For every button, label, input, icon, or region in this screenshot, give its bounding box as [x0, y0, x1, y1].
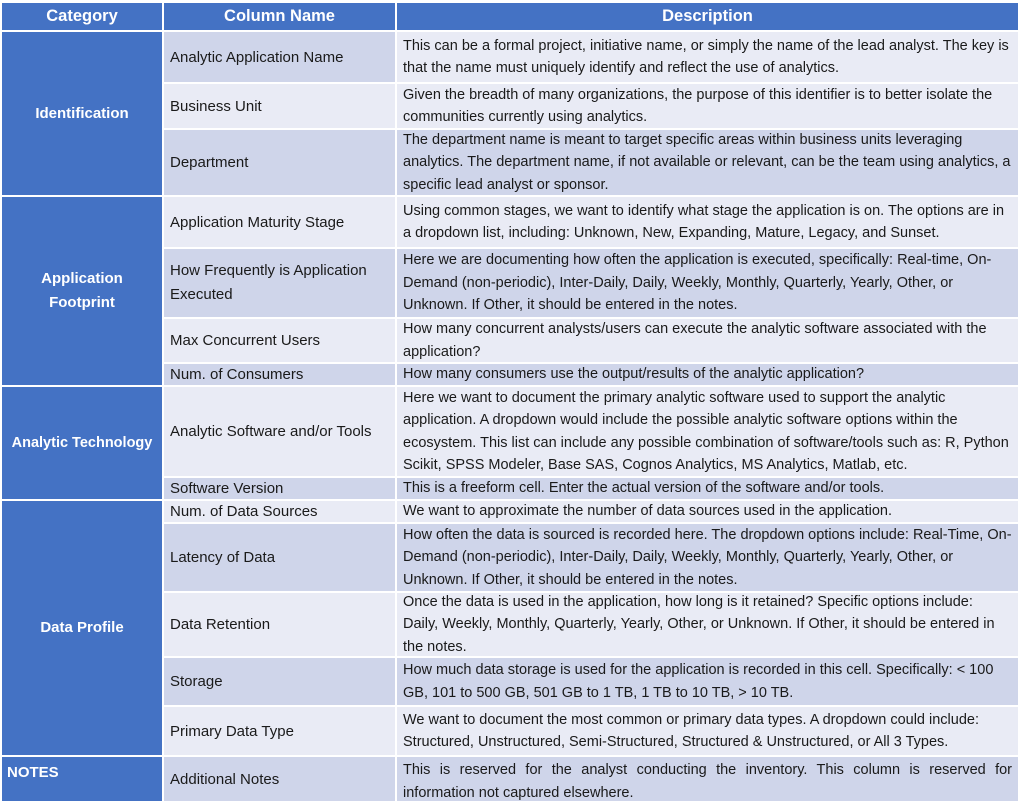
column-name-cell: Application Maturity Stage — [164, 197, 397, 249]
description-cell: How many consumers use the output/results of the analytic application? — [397, 364, 1020, 387]
column-name-cell: Storage — [164, 658, 397, 707]
column-name-cell: Department — [164, 130, 397, 197]
table-row — [164, 364, 1020, 387]
category-application-footprint: Application Footprint — [2, 197, 164, 387]
table-row — [164, 130, 1020, 197]
description-cell: Here we are documenting how often the application is executed, specifically: Real-time, On-Demand (non-periodic), Inter-Daily, Daily, Weekly, Monthly, Quarterly, Yearly, Other, or Unknown. If Other, it should be entered in the notes. — [397, 249, 1020, 319]
column-name-cell: Latency of Data — [164, 524, 397, 593]
description-cell: Given the breadth of many organizations, the purpose of this identifier is to better isolate the communities currently using analytics. — [397, 84, 1020, 130]
category-analytic-technology: Analytic Technology — [2, 387, 164, 501]
description-cell: How often the data is sourced is recorded here. The dropdown options include: Real-Time, On-Demand (non-periodic), Inter-Daily, Daily, Weekly, Monthly, Quarterly, Yearly, Other, or Unknown. If Other, it should be entered in the notes. — [397, 524, 1020, 593]
column-name-cell: Software Version — [164, 478, 397, 501]
description-cell: Using common stages, we want to identify what stage the application is on. The options are in a dropdown list, including: Unknown, New, Expanding, Mature, Legacy, and Sunset. — [397, 197, 1020, 249]
table-row — [164, 757, 1020, 803]
table-row — [164, 387, 1020, 478]
column-name-cell: Additional Notes — [164, 757, 397, 803]
description-cell: We want to document the most common or primary data types. A dropdown could include: Structured, Unstructured, Semi-Structured, Structured & Unstructured, or All 3 Types. — [397, 707, 1020, 757]
table-row — [164, 658, 1020, 707]
column-name-cell: Business Unit — [164, 84, 397, 130]
header-category: Category — [2, 3, 164, 32]
header-column-name: Column Name — [164, 3, 397, 32]
table-row — [164, 478, 1020, 501]
category-identification: Identification — [2, 32, 164, 197]
table-row — [164, 501, 1020, 524]
table-row — [164, 707, 1020, 757]
column-name-cell: Num. of Consumers — [164, 364, 397, 387]
column-name-cell: How Frequently is Application Executed — [164, 249, 397, 319]
description-cell: This is a freeform cell. Enter the actual version of the software and/or tools. — [397, 478, 1020, 501]
column-name-cell: Max Concurrent Users — [164, 319, 397, 364]
description-cell: How much data storage is used for the application is recorded in this cell. Specifically: < 100 GB, 101 to 500 GB, 501 GB to 1 TB, 1 TB to 10 TB, > 10 TB. — [397, 658, 1020, 707]
description-cell: This can be a formal project, initiative name, or simply the name of the lead analyst. The key is that the name must uniquely identify and reflect the use of analytics. — [397, 32, 1020, 84]
column-name-cell: Num. of Data Sources — [164, 501, 397, 524]
column-name-cell: Analytic Application Name — [164, 32, 397, 84]
table-row — [164, 84, 1020, 130]
table-row — [164, 524, 1020, 593]
table-row — [164, 319, 1020, 364]
table-row — [164, 593, 1020, 658]
column-name-cell: Analytic Software and/or Tools — [164, 387, 397, 478]
header-row — [2, 3, 1020, 32]
description-cell: Here we want to document the primary analytic software used to support the analytic application. A dropdown would include the possible analytic software options within the ecosystem. This list can include any possible combination of software/tools such as: R, Python Scikit, SPSS Modeler, Base SAS, Cognos Analytics, MS Analytics, Matlab, etc. — [397, 387, 1020, 478]
description-cell: Once the data is used in the application, how long is it retained? Specific options include: Daily, Weekly, Monthly, Quarterly, Yearly, Other, or Unknown. If Other, it should be entered in the notes. — [397, 593, 1020, 658]
description-cell: How many concurrent analysts/users can execute the analytic software associated with the application? — [397, 319, 1020, 364]
table-row — [164, 32, 1020, 84]
description-cell: This is reserved for the analyst conducting the inventory. This column is reserved for information not captured elsewhere. — [397, 757, 1020, 803]
header-description: Description — [397, 3, 1020, 32]
category-notes: NOTES — [2, 757, 164, 803]
table-row — [164, 249, 1020, 319]
column-name-cell: Primary Data Type — [164, 707, 397, 757]
table-row — [164, 197, 1020, 249]
category-data-profile: Data Profile — [2, 501, 164, 757]
column-name-cell: Data Retention — [164, 593, 397, 658]
description-cell: The department name is meant to target specific areas within business units leveraging analytics. The department name, if not available or relevant, can be the team using analytics, a specific lead analyst or sponsor. — [397, 130, 1020, 197]
description-cell: We want to approximate the number of data sources used in the application. — [397, 501, 1020, 524]
